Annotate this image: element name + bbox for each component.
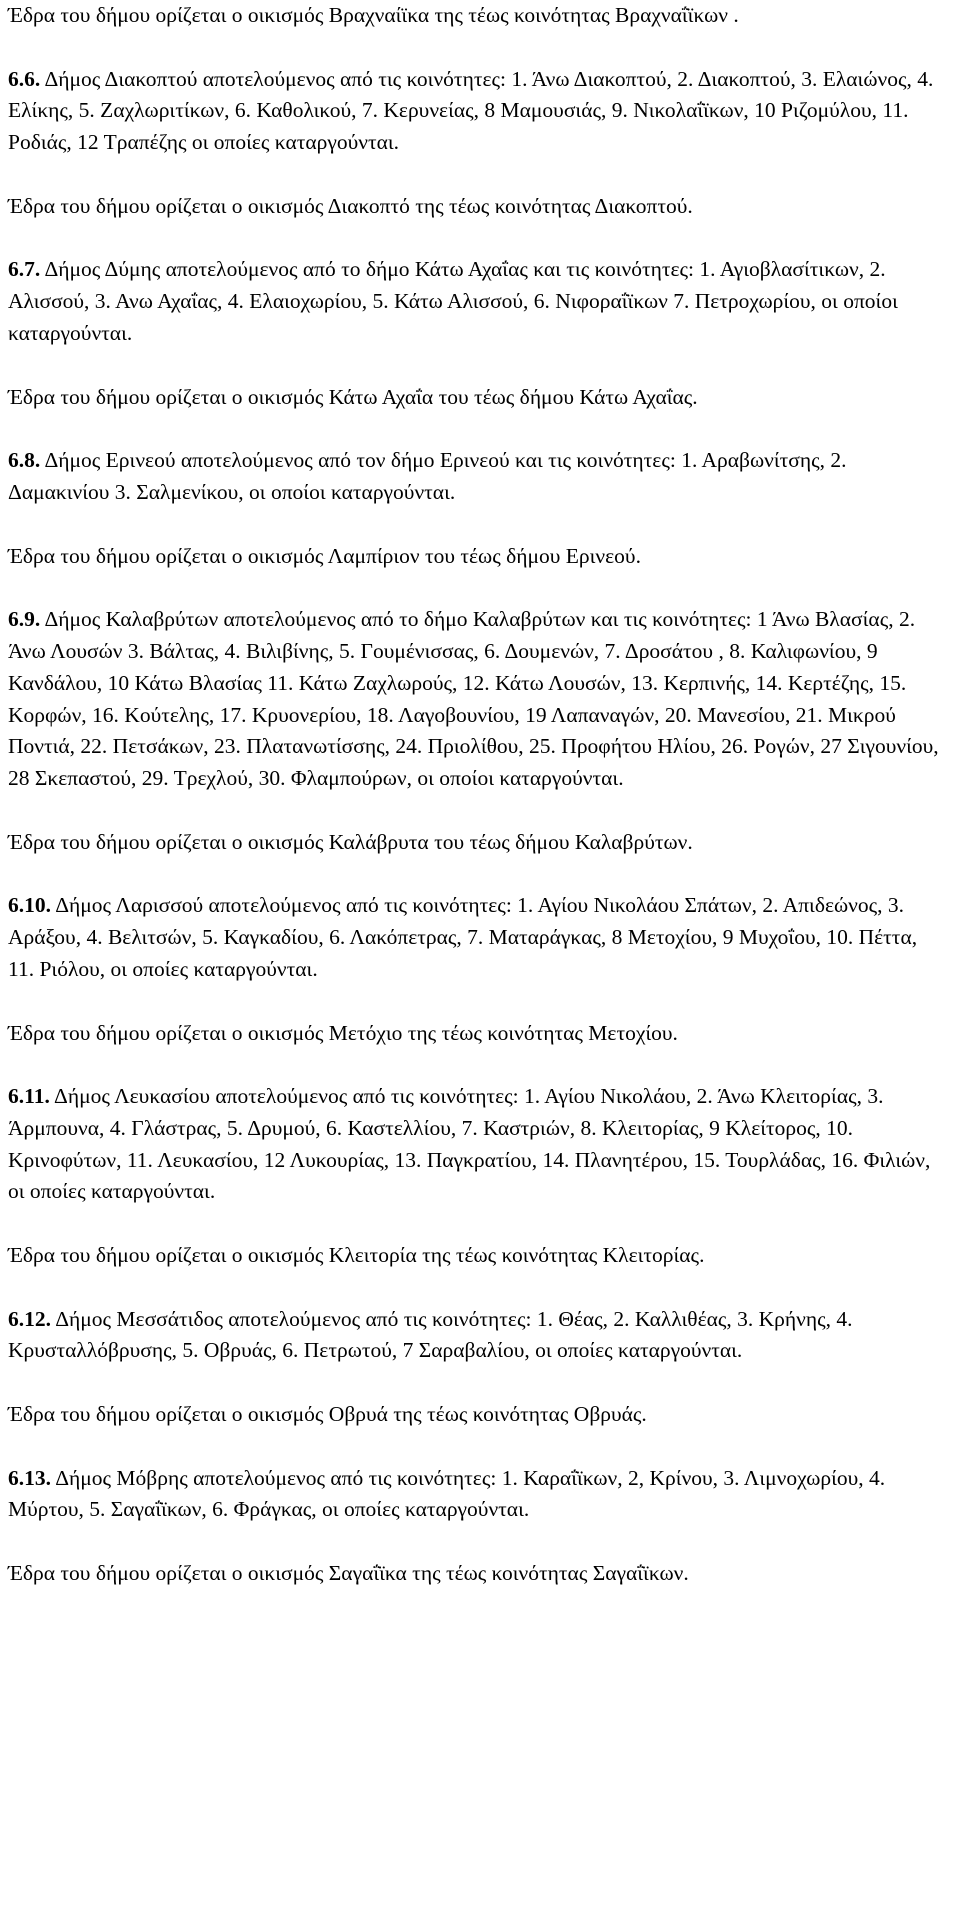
section-6-8-paragraph (8, 445, 944, 509)
section-6-9-seat: Έδρα του δήμου ορίζεται ο οικισμός Καλάβρυτα του τέως δήμου Καλαβρύτων. (8, 829, 693, 854)
section-6-13-seat: Έδρα του δήμου ορίζεται ο οικισμός Σαγαΐϊκα της τέως κοινότητας Σαγαΐϊκων. (8, 1561, 689, 1586)
section-text: Δήμος Διακοπτού αποτελούμενος από τις κοινότητες: 1. Άνω Διακοπτού, 2. Διακοπτού, 3. Ελαιώνος, 4. Ελίκης, 5. Ζαχλωριτίκων, 6. Καθολικού, 7. Κερυνείας, 8 Μαμουσιάς, 9. Νικολαΐϊκων, 10 Ριζομύλου, 11. Ροδιάς, 12 Τραπέζης οι οποίες καταργούνται. (8, 66, 934, 155)
section-text: Δήμος Λευκασίου αποτελούμενος από τις κοινότητες: 1. Αγίου Νικολάου, 2. Άνω Κλειτορίας, 3. Άρμπουνα, 4. Γλάστρας, 5. Δρυμού, 6. Καστελλίου, 7. Καστριών, 8. Κλειτορίας, 9 Κλείτορος, 10. Κρινοφύτων, 11. Λευκασίου, 12 Λυκουρίας, 13. Παγκρατίου, 14. Πλανητέρου, 15. Τουρλάδας, 16. Φιλιών, οι οποίες καταργούνται. (8, 1084, 931, 1204)
section-6-6-seat: Έδρα του δήμου ορίζεται ο οικισμός Διακοπτό της τέως κοινότητας Διακοπτού. (8, 193, 693, 218)
section-number: 6.8. (8, 448, 41, 473)
section-text: Δήμος Μόβρης αποτελούμενος από τις κοινότητες: 1. Καραΐϊκων, 2, Κρίνου, 3. Λιμνοχωρίου, 4. Μύρτου, 5. Σαγαΐϊκων, 6. Φράγκας, οι οποίες καταργούνται. (8, 1465, 886, 1522)
section-6-12-paragraph (8, 1304, 944, 1368)
section-number: 6.13. (8, 1465, 51, 1490)
section-number: 6.11. (8, 1084, 50, 1109)
section-6-11-paragraph (8, 1081, 944, 1208)
section-number: 6.12. (8, 1306, 51, 1331)
section-6-7-seat: Έδρα του δήμου ορίζεται ο οικισμός Κάτω Αχαΐα του τέως δήμου Κάτω Αχαΐας. (8, 384, 698, 409)
section-6-11-seat: Έδρα του δήμου ορίζεται ο οικισμός Κλειτορία της τέως κοινότητας Κλειτορίας. (8, 1243, 705, 1268)
section-6-13-paragraph (8, 1463, 944, 1527)
section-6-8-seat: Έδρα του δήμου ορίζεται ο οικισμός Λαμπίριον του τέως δήμου Ερινεού. (8, 543, 641, 568)
section-text: Δήμος Δύμης αποτελούμενος από το δήμο Κάτω Αχαΐας και τις κοινότητες: 1. Αγιοβλασίτικων, 2. Αλισσού, 3. Ανω Αχαΐας, 4. Ελαιοχωρίου, 5. Κάτω Αλισσού, 6. Νιφοραΐϊκων 7. Πετροχωρίου, οι οποίοι καταργούνται. (8, 257, 898, 345)
section-number: 6.10. (8, 893, 51, 918)
section-6-12-seat: Έδρα του δήμου ορίζεται ο οικισμός Οβρυά της τέως κοινότητας Οβρυάς. (8, 1402, 647, 1427)
section-text: Δήμος Ερινεού αποτελούμενος από τον δήμο Ερινεού και τις κοινότητες: 1. Αραβωνίτσης, 2. Δαμακινίου 3. Σαλμενίκου, οι οποίοι καταργούνται. (8, 448, 847, 504)
section-6-6-paragraph (8, 64, 944, 159)
section-number: 6.6. (8, 66, 41, 91)
intro-seat-paragraph: Έδρα του δήμου ορίζεται ο οικισμός Βραχναίϊκα της τέως κοινότητας Βραχναΐϊκων . (8, 3, 739, 27)
document-page (8, 0, 944, 1622)
section-text: Δήμος Λαρισσού αποτελούμενος από τις κοινότητες: 1. Αγίου Νικολάου Σπάτων, 2. Απιδεώνος, 3. Αράξου, 4. Βελιτσών, 5. Καγκαδίου, 6. Λακόπετρας, 7. Ματαράγκας, 8 Μετοχίου, 9 Μυχοΐου, 10. Πέττα, 11. Ριόλου, οι οποίες καταργούνται. (8, 893, 918, 981)
section-number: 6.7. (8, 257, 41, 282)
section-6-9-paragraph (8, 604, 944, 795)
section-text: Δήμος Καλαβρύτων αποτελούμενος από το δήμο Καλαβρύτων και τις κοινότητες: 1 Άνω Βλασίας, 2. Άνω Λουσών 3. Βάλτας, 4. Βιλιβίνης, 5. Γουμένισσας, 6. Δουμενών, 7. Δροσάτου , 8. Καλιφωνίου, 9 Κανδάλου, 10 Κάτω Βλασίας 11. Κάτω Ζαχλωρούς, 12. Κάτω Λουσών, 13. Κερπινής, 14. Κερτέζης, 15. Κορφών, 16. Κούτελης, 17. Κρυονερίου, 18. Λαγοβουνίου, 19 Λαπαναγών, 20. Μανεσίου, 21. Μικρού Ποντιά, 22. Πετσάκων, 23. Πλατανωτίσσης, 24. Πριολίθου, 25. Προφήτου Ηλίου, 26. Ρογών, 27 Σιγουνίου, 28 Σκεπαστού, 29. Τρεχλού, 30. Φλαμπούρων, οι οποίοι καταργούνται. (8, 607, 939, 791)
section-6-10-seat: Έδρα του δήμου ορίζεται ο οικισμός Μετόχιο της τέως κοινότητας Μετοχίου. (8, 1020, 678, 1045)
section-6-7-paragraph (8, 254, 944, 349)
section-6-10-paragraph (8, 890, 944, 985)
section-number: 6.9. (8, 607, 41, 632)
section-text: Δήμος Μεσσάτιδος αποτελούμενος από τις κοινότητες: 1. Θέας, 2. Καλλιθέας, 3. Κρήνης, 4. Κρυσταλλόβρυσης, 5. Οβρυάς, 6. Πετρωτού, 7 Σαραβαλίου, οι οποίες καταργούνται. (8, 1306, 853, 1363)
